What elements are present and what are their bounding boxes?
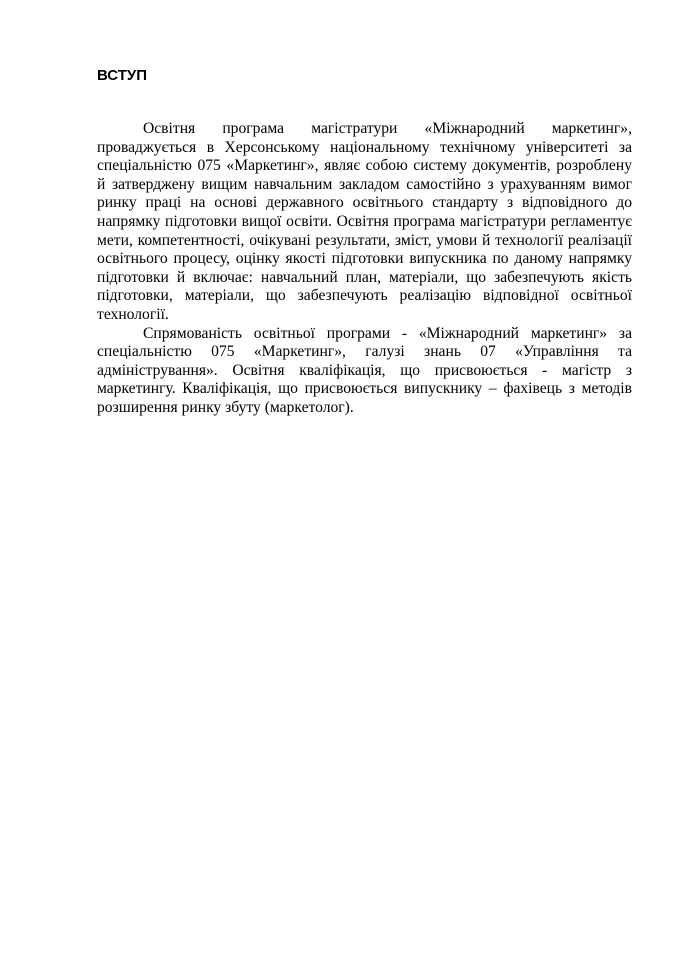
paragraph-program-orientation: Спрямованість освітньої програми - «Міжнародний маркетинг» за спеціальністю 075 «Маркетинг», галузі знань 07 «Управління та адміністрування». Освітня кваліфікація, що присвоюється - магістр з маркетингу. Кваліфікація, що присвоюється випускнику – фахівець з методів розширення ринку збуту (маркетолог). <box>97 324 632 416</box>
document-body <box>97 120 632 418</box>
section-heading: ВСТУП <box>97 67 147 84</box>
paragraph-program-description: Освітня програма магістратури «Міжнародний маркетинг», проваджується в Херсонському національному технічному університеті за спеціальністю 075 «Маркетинг», являє собою систему документів, розроблену й затверджену вищим навчальним закладом самостійно з урахуванням вимог ринку праці на основі державного освітнього стандарту з відповідного до напрямку підготовки вищої освіти. Освітня програма магістратури регламентує мети, компетентності, очікувані результати, зміст, умови й технології реалізації освітнього процесу, оцінку якості підготовки випускника по даному напрямку підготовки й включає: навчальний план, матеріали, що забезпечують якість підготовки, матеріали, що забезпечують реалізацію відповідної освітньої технології. <box>97 120 632 323</box>
